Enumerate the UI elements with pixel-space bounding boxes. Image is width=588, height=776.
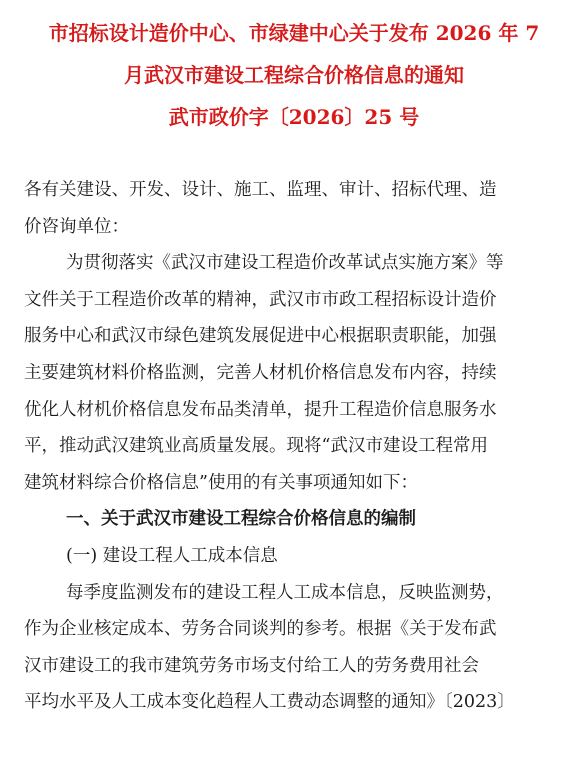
paragraph-line: 服务中心和武汉市绿色建筑发展促进中心根据职责职能，加强 [24,326,497,347]
paragraph-line: 主要建筑材料价格监测，完善人材机价格信息发布内容，持续 [24,362,497,383]
paragraph-line: 每季度监测发布的建设工程人工成本信息，反映监测势， [66,582,504,603]
notice-title [0,12,588,138]
recipients-line: 各有关建设、开发、设计、施工、监理、审计、招标代理、造 [24,180,497,200]
paragraph-line: 优化人材机价格信息发布品类清单，提升工程造价信息服务水 [24,399,497,420]
subsection-heading: (一) 建设工程人工成本信息 [66,545,278,566]
title-line-1: 市招标设计造价中心、市绿建中心关于发布 2026 年 7 [48,21,540,45]
paragraph-line: 平，推动武汉建筑业高质量发展。现将“武汉市建设工程常用 [24,436,488,457]
paragraph-line: 文件关于工程造价改革的精神，武汉市市政工程招标设计造价 [24,289,497,310]
section-heading: 一、关于武汉市建设工程综合价格信息的编制 [66,509,416,530]
paragraph-line: 建筑材料综合价格信息”使用的有关事项通知如下： [24,472,418,493]
recipients-line: 价咨询单位： [24,216,129,237]
notice-body [24,172,570,721]
paragraph-line: 作为企业核定成本、劳务合同谈判的参考。根据《关于发布武 [24,619,497,640]
paragraph-line: 汉市建设工的我市建筑劳务市场支付给工人的劳务费用社会 [24,655,479,676]
document-number: 武市政价字〔2026〕25 号 [168,105,420,129]
title-line-2: 月武汉市建设工程综合价格信息的通知 [124,63,464,87]
paragraph-line: 为贯彻落实《武汉市建设工程造价改革试点实施方案》等 [66,253,504,274]
paragraph-line: 平均水平及人工成本变化趋程人工费动态调整的通知》〔2023〕 [24,692,515,713]
